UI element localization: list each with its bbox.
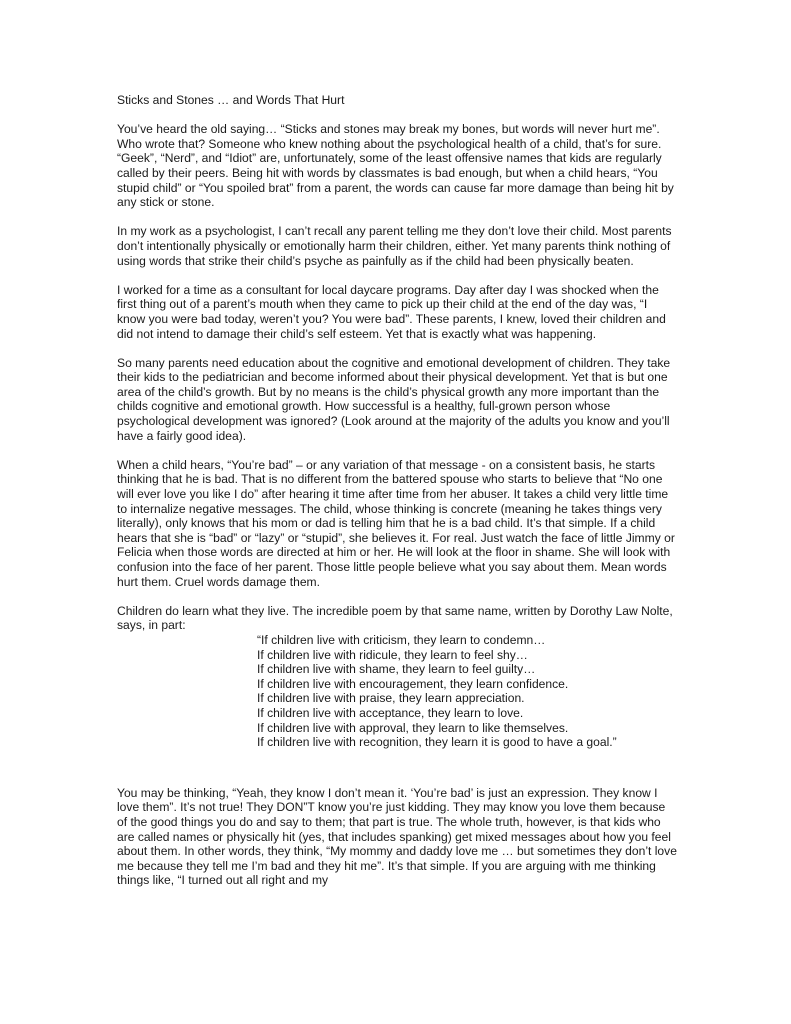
paragraph-5: When a child hears, “You’re bad” – or any variation of that message - on a consistent basis, he starts thinking that he is bad. That is no different from the battered spouse who starts to believe that “No one will ever love you like I do” after hearing it time after time from her abuser. It takes a child very little time to internalize negative messages. The child, whose thinking is concrete (meaning he takes things very literally), only knows that his mom or dad is telling him that he is a bad child. It’s that simple. If a child hears that she is “bad” or “lazy” or “stupid”, she believes it. For real. Just watch the face of little Jimmy or Felicia when those words are directed at him or her. He will look at the floor in shame. She will look with confusion into the face of her parent. Those little people believe what you say about them. Mean words hurt them. Cruel words damage them.	[117, 457, 675, 589]
paragraph-1: You’ve heard the old saying… “Sticks and stones may break my bones, but words will never hurt me”. Who wrote that? Someone who knew nothing about the psychological health of a child, that’s for sure. “Geek”, “Nerd”, and “Idiot” are, unfortunately, some of the least offensive names that kids are regularly called by their peers. Being hit with words by classmates is bad enough, but when a child hears, “You stupid child” or “You spoiled brat” from a parent, the words can cause far more damage than being hit by any stick or stone.	[117, 122, 674, 210]
poem-line: If children live with acceptance, they learn to love.	[257, 705, 524, 720]
poem-line: If children live with shame, they learn to feel guilty…	[257, 662, 536, 677]
poem-line: If children live with ridicule, they learn to feel shy…	[257, 647, 528, 662]
poem-line: “If children live with criticism, they learn to condemn…	[257, 632, 546, 647]
poem-line: If children live with recognition, they learn it is good to have a goal.”	[257, 735, 617, 750]
paragraph-3: I worked for a time as a consultant for local daycare programs. Day after day I was shocked when the first thing out of a parent’s mouth when they came to pick up their child at the end of the day was, “I know you were bad today, weren’t you? You were bad”. These parents, I knew, loved their children and did not intend to damage their child’s self esteem. Yet that is exactly what was happening.	[117, 282, 666, 341]
poem-excerpt	[257, 633, 677, 750]
poem-line: If children live with praise, they learn appreciation.	[257, 691, 525, 706]
closing-paragraph: You may be thinking, “Yeah, they know I don’t mean it. ‘You’re bad’ is just an expression. They know I love them”. It’s not true! They DON”T know you’re just kidding. They may know you love them because of the good things you do and say to them; that part is true. The whole truth, however, is that kids who are called names or physically hit (yes, that includes spanking) get mixed messages about how you feel about them. In other words, they think, “My mommy and daddy love me … but sometimes they don’t love me because they tell me I’m bad and they hit me”. It’s that simple. If you are arguing with me thinking things like, “I turned out all right and my	[117, 785, 677, 888]
poem-line: If children live with encouragement, they learn confidence.	[257, 676, 569, 691]
paragraph-6: Children do learn what they live. The incredible poem by that same name, written by Dorothy Law Nolte, says, in part:	[117, 603, 673, 633]
section-spacer	[117, 750, 677, 786]
document-page	[117, 93, 677, 902]
paragraph-4: So many parents need education about the cognitive and emotional development of children. They take their kids to the pediatrician and become informed about their physical development. Yet that is but one area of the child’s growth. But by no means is the child’s physical growth any more important than the childs cognitive and emotional growth. How successful is a healthy, full-grown person whose psychological development was ignored? (Look around at the majority of the adults you know and you’ll have a fairly good idea).	[117, 355, 671, 443]
document-title: Sticks and Stones … and Words That Hurt	[117, 93, 345, 107]
poem-line: If children live with approval, they learn to like themselves.	[257, 720, 569, 735]
paragraph-2: In my work as a psychologist, I can’t recall any parent telling me they don’t love their child. Most parents don’t intentionally physically or emotionally harm their children, either. Yet many parents think nothing of using words that strike their child’s psyche as painfully as if the child had been physically beaten.	[117, 224, 672, 268]
